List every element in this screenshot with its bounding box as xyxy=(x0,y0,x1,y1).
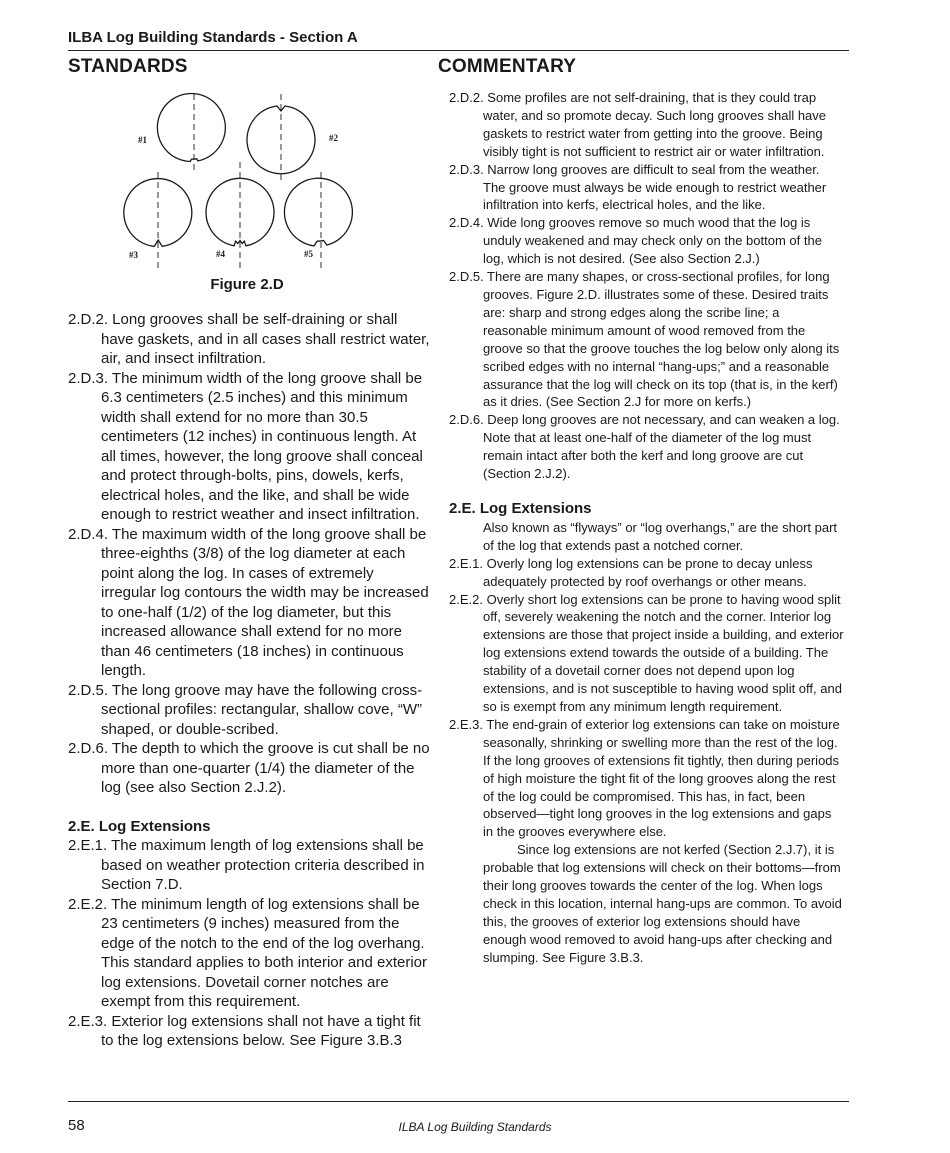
commentary-section-heading: 2.E. Log Extensions xyxy=(449,499,592,517)
log-profile-2 xyxy=(247,94,315,184)
standard-2d2: 2.D.2. Long grooves shall be self-draining or shall have gaskets, and in all cases shall restrict water, air, and insect infiltration. xyxy=(68,311,430,367)
commentary-2d3: 2.D.3. Narrow long grooves are difficult to seal from the weather. The groove must always be wide enough to restrict weather infiltration into kerfs, electrical holes, and the like. xyxy=(449,161,827,213)
header-rule xyxy=(68,50,849,51)
figure-label-4: #4 xyxy=(216,249,225,259)
commentary-2d4: 2.D.4. Wide long grooves remove so much wood that the log is unduly weakened and may check only on the bottom of the log, which is not desired. (See also Section 2.J.) xyxy=(449,215,822,267)
standard-2e1: 2.E.1. The maximum length of log extensions shall be based on weather protection criteria described in Section 7.D. xyxy=(68,837,425,893)
commentary-2d5: 2.D.5. There are many shapes, or cross-sectional profiles, for long grooves. Figure 2.D. illustrates some of these. Desired traits are: sharp and strong edges along the scribe line; a reasonable minimum amount of wood removed from the groove so that the groove touches the log below only along its scribed edges with no internal “hang-ups;” and a reasonable assurance that the log will check on its top (that is, in the kerf) as it dries. (See Section 2.J for more on kerfs.) xyxy=(449,269,840,410)
standard-2e2: 2.E.2. The minimum length of log extensions shall be 23 centimeters (9 inches) measured from the edge of the notch to the end of the log overhang. This standard applies to both interior and exterior log extensions. Dovetail corner notches are exempt from this requirement. xyxy=(68,895,428,1010)
commentary-2e2: 2.E.2. Overly short log extensions can be prone to having wood split off, severely weakening the notch and the corner. Interior log extensions are those that project inside a building, and exterior log extensions extend towards the outside of a building. The stability of a dovetail corner does not depend upon log extensions, and is not susceptible to having wood split off, and so is exempt from any minimum length requirement. xyxy=(449,591,844,714)
figure-label-3: #3 xyxy=(129,250,138,260)
commentary-section-intro: Also known as “flyways” or “log overhangs,” are the short part of the log that extends past a notched corner. xyxy=(483,519,838,553)
figure-label-5: #5 xyxy=(304,249,313,259)
commentary-heading: COMMENTARY xyxy=(438,56,577,77)
page-number: 58 xyxy=(68,1117,85,1134)
running-head: ILBA Log Building Standards - Section A xyxy=(68,29,358,46)
commentary-2e3: 2.E.3. The end-grain of exterior log extensions can take on moisture seasonally, shrinking or swelling more than the rest of the log. If the long grooves of extensions fit tightly, then during periods of high moisture the tight fit of the long grooves along the rest of the log could be compromised. This has, in fact, been observed—tight long grooves in the log extensions and gaps in the grooves everywhere else. xyxy=(449,716,840,840)
standard-2d5: 2.D.5. The long groove may have the following cross-sectional profiles: rectangular, shallow cove, “W” shaped, or double-scribed. xyxy=(68,681,423,738)
running-foot: ILBA Log Building Standards xyxy=(398,1120,552,1134)
figure-label-2: #2 xyxy=(329,133,338,143)
standards-heading: STANDARDS xyxy=(68,56,188,77)
figure-2d-log-profiles xyxy=(118,88,368,272)
standard-2d3: 2.D.3. The minimum width of the long groove shall be 6.3 centimeters (2.5 inches) and this minimum width shall extend for no more than 30.5 centimeters (12 inches) in continuous length. At all times, however, the long groove shall conceal and protect through-bolts, pins, dowels, kerfs, electrical holes, and the like, and shall be wide enough to restrict weather and insect infiltration. xyxy=(68,369,423,523)
figure-caption: Figure 2.D xyxy=(210,276,284,293)
footer-rule xyxy=(68,1101,849,1102)
commentary-column xyxy=(449,89,845,967)
standards-section-heading: 2.E. Log Extensions xyxy=(68,817,211,835)
commentary-2e1: 2.E.1. Overly long log extensions can be prone to decay unless adequately protected by roof overhangs or other means. xyxy=(449,555,813,589)
standards-column xyxy=(68,310,430,1051)
figure-label-1: #1 xyxy=(138,135,147,145)
commentary-2d6: 2.D.6. Deep long grooves are not necessary, and can weaken a log. Note that at least one-half of the diameter of the log must remain intact after both the kerf and long groove are cut (Section 2.J.2). xyxy=(449,412,840,482)
commentary-2d2: 2.D.2. Some profiles are not self-draining, that is they could trap water, and so promote decay. Such long grooves shall have gaskets to restrict water from getting into the groove. Being visibly tight is not sufficient to restrict air or water infiltration. xyxy=(449,90,827,159)
standard-2e3: 2.E.3. Exterior log extensions shall not have a tight fit to the log extensions below. See Figure 3.B.3 xyxy=(68,1012,421,1049)
log-profile-1 xyxy=(157,94,225,172)
commentary-closing-paragraph: Since log extensions are not kerfed (Section 2.J.7), it is probable that log extensions will check on their bottoms—from their long grooves towards the center of the log. When logs check in this location, internal hang-ups are common. To avoid this, the grooves of exterior log extensions should have enough wood removed to avoid hang-ups after checking and slumping. See Figure 3.B.3. xyxy=(483,842,842,965)
standard-2d4: 2.D.4. The maximum width of the long groove shall be three-eighths (3/8) of the log diameter at each point along the log. In cases of extremely irregular log contours the width may be increased to one-half (1/2) of the log diameter, but this increased allowance shall extend for no more than 46 centimeters (18 inches) in continuous length. xyxy=(68,525,429,679)
log-profile-5 xyxy=(284,172,352,268)
standard-2d6: 2.D.6. The depth to which the groove is cut shall be no more than one-quarter (1/4) the diameter of the log (see also Section 2.J.2). xyxy=(68,740,430,796)
